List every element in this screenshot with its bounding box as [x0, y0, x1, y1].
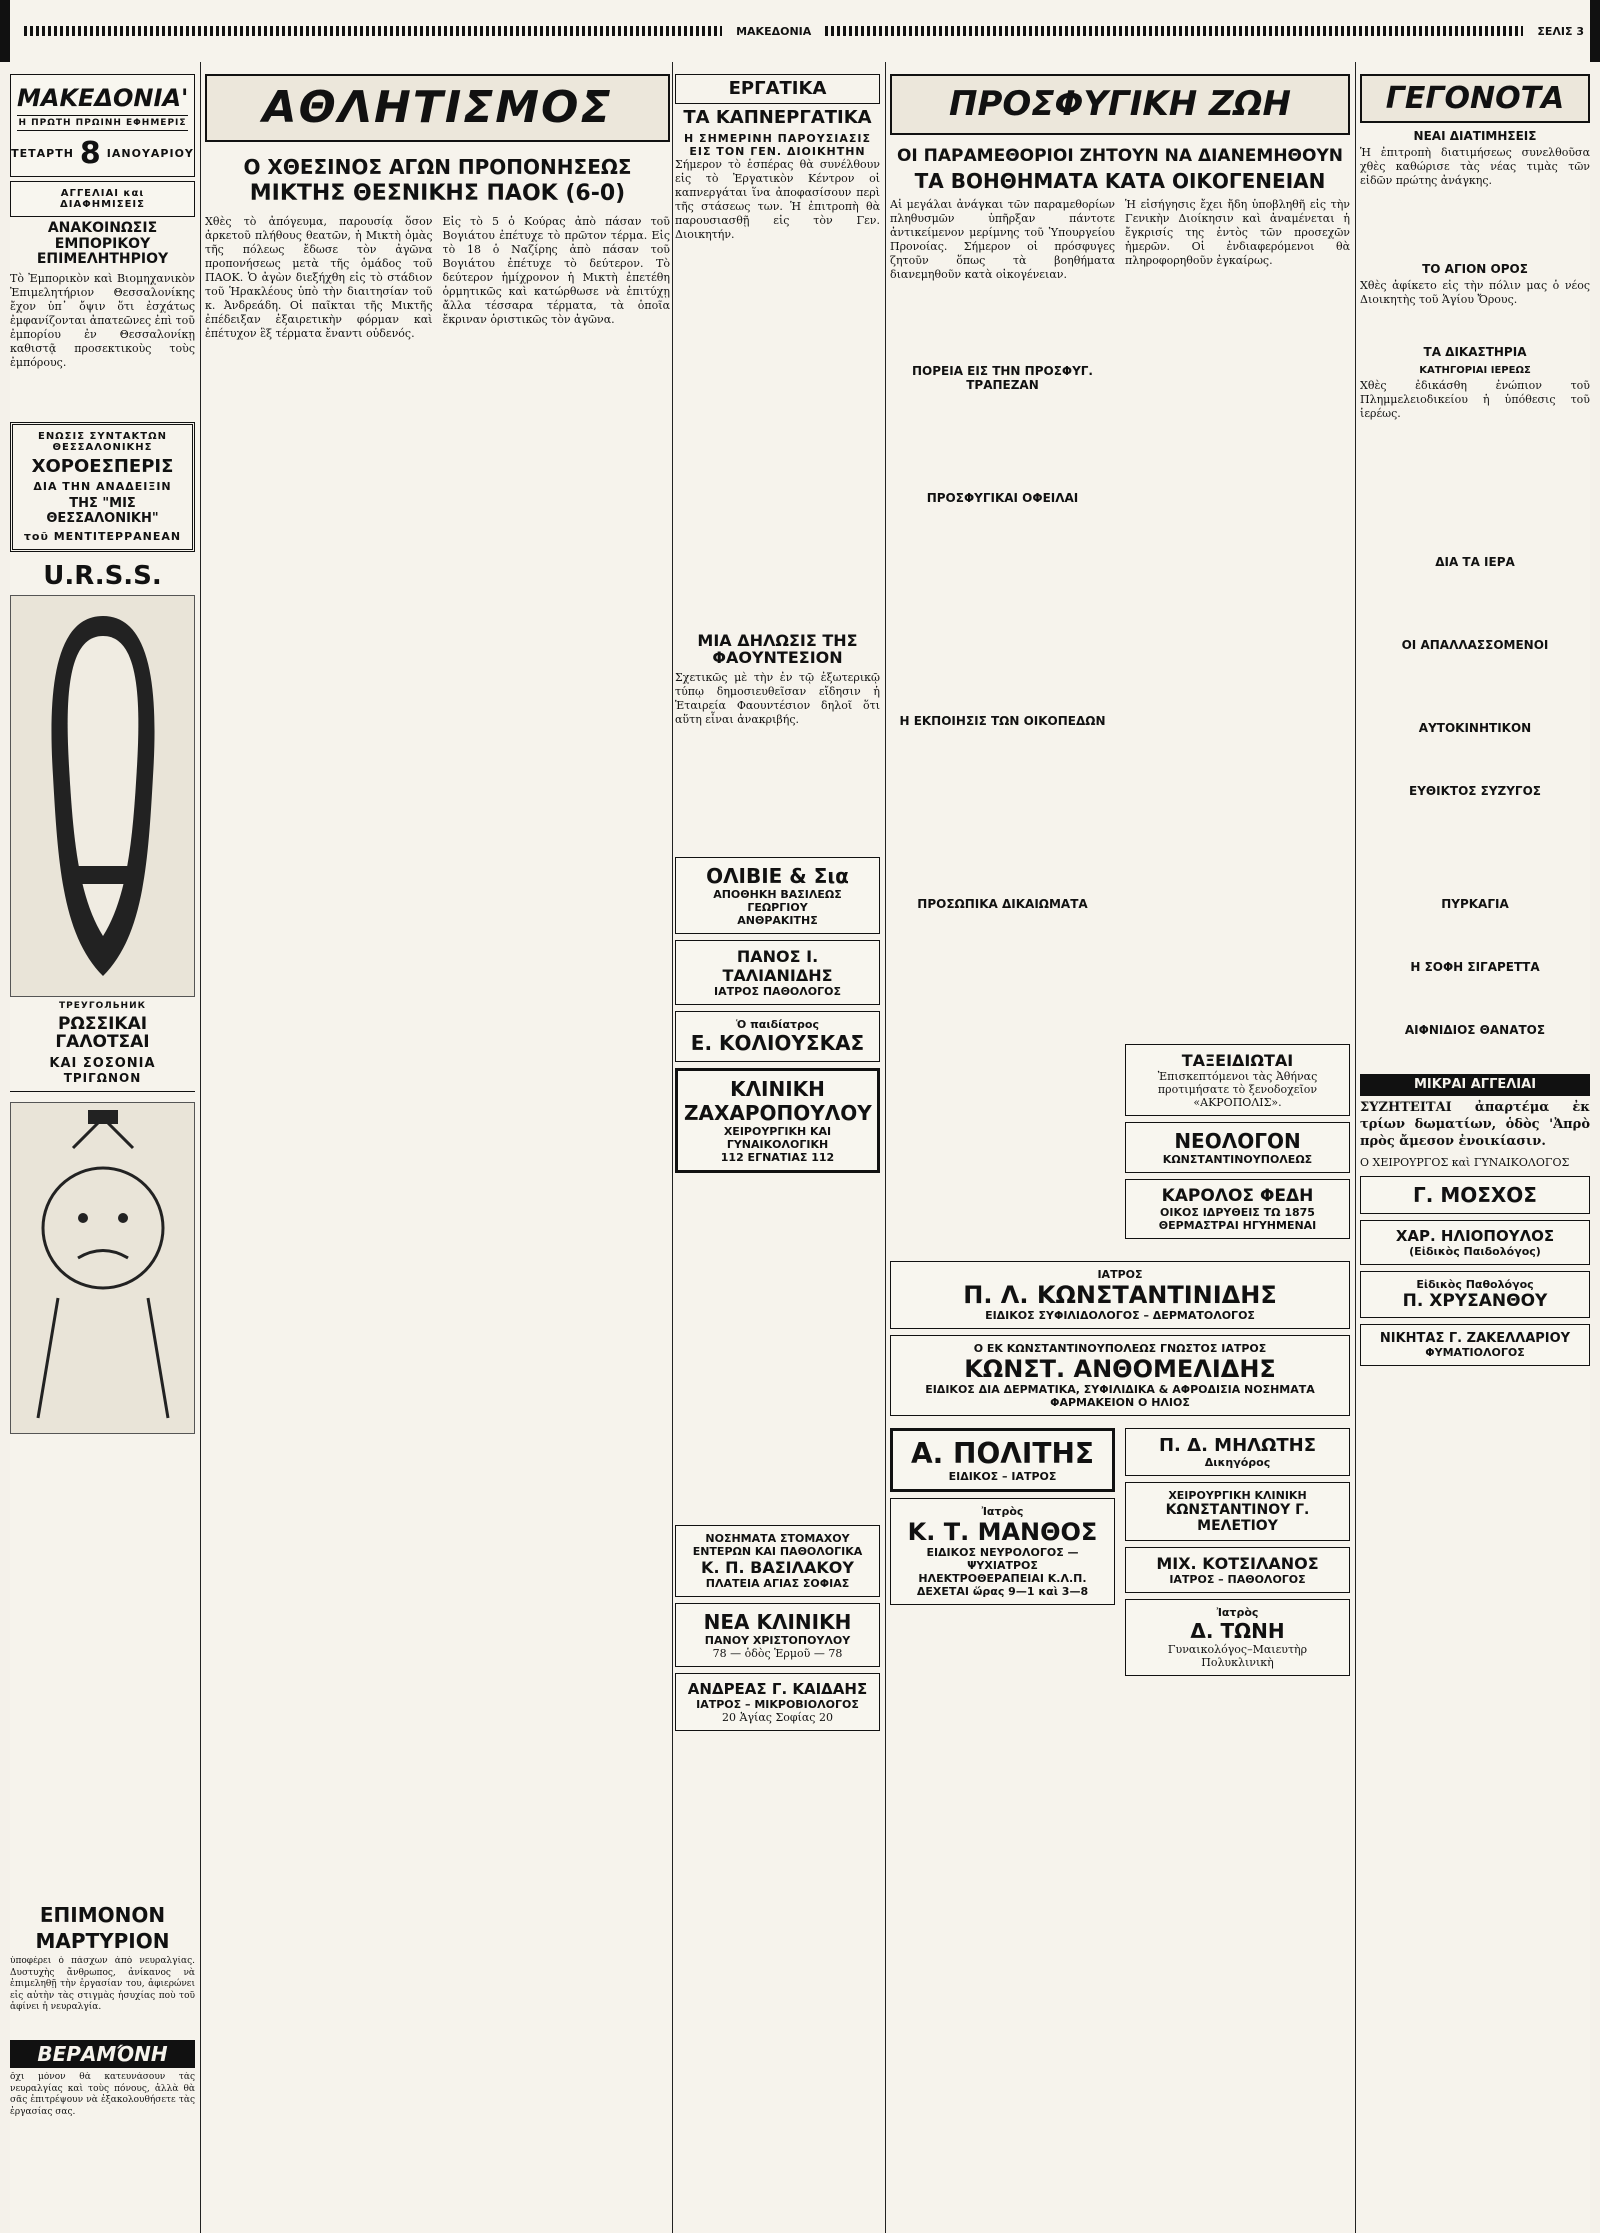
ad-meletiou: [1125, 1482, 1350, 1541]
news-item-title: ΠΥΡΚΑΓΙΑ: [1441, 897, 1509, 911]
ad-neologos: [1125, 1122, 1350, 1173]
galoshes-title: ΡΩΣΣΙΚΑΙ ΓΑΛΟΤΣΑΙ: [55, 1013, 150, 1053]
ad-vasilakou-doc: Κ. Π. ΒΑΣΙΛΑΚΟΥ: [701, 1557, 854, 1577]
ad-mlotis-sub: Δικηγόρος: [1204, 1456, 1271, 1470]
refugee-sub-4: ΠΡΟΣΩΠΙΚΑ ΔΙΚΑΙΩΜΑΤΑ: [917, 897, 1088, 912]
veramon-illustration: [10, 1102, 195, 1434]
ad-konstantinidis: [890, 1261, 1350, 1329]
news-item-title: ΤΑ ΔΙΚΑΣΤΗΡΙΑ: [1423, 345, 1527, 359]
sports-paragraph: Εἰς τὸ 5 ὁ Κούρας ἀπὸ πάσαν τοῦ Βογιάτου ἐπέτυχε τὸ πρῶτον τέρμα. Εἰς τὸ 18 ὁ Ναζίρης ἀπὸ πάσαν τοῦ Βογιάτου ἐπέτυχε τὸ δεύτερον. Τὸ δεύτερον ἡμίχρονον ἡ Μικτὴ ἐπετέθη ὁρμητικῶς καὶ κατώρθωσε νὰ ἐπιτύχῃ ἄλλα τέσσαρα τέρματα, τὰ ὁποῖα ἔκριναν ὁριστικῶς τὸν ἀγῶνα.: [442, 214, 670, 327]
ad-karolos-sub2: ΘΕΡΜΑΣΤΡΑΙ ΗΓΥΗΜΕΝΑΙ: [1158, 1219, 1317, 1233]
ad-mlotis: [1125, 1428, 1350, 1476]
newspaper-page: [10, 0, 1590, 2233]
ad-new-clinic-addr: 78 — ὁδὸς Ἑρμοῦ — 78: [712, 1646, 843, 1660]
union-ad: [10, 422, 195, 552]
ad-zacharopoulou-addr: 112 ΕΓΝΑΤΙΑΣ 112: [720, 1150, 835, 1164]
sports-section-title: ΑΘΛΗΤΙΣΜΟΣ: [205, 74, 670, 142]
ad-kotsilanos: [1125, 1547, 1350, 1593]
ad-konstantinidis-pre: ΙΑΤΡΟΣ: [1097, 1268, 1143, 1282]
labor-text: Σήμερον τὸ ἑσπέρας θὰ συνέλθουν εἰς τὸ Ἐργατικὸν Κέντρον οἱ καπνεργάται ἵνα ἀποφασίσουν περὶ τῆς στάσεως των. Ἡ ἐπιτροπὴ θὰ παρουσιασθῇ εἰς τὸν Γεν. Διοικητήν.: [675, 157, 880, 241]
news-item-text: Χθὲς ἀφίκετο εἰς τὴν πόλιν μας ὁ νέος Διοικητὴς τοῦ Ἁγίου Ὄρους.: [1360, 279, 1590, 307]
ad-olivie-name: ΟΛΙΒΙΕ & Σια: [706, 863, 849, 888]
masthead-name: ΜΑΚΕΔΟΝΙΑ': [17, 84, 189, 112]
ad-manthos: [890, 1498, 1115, 1605]
header-page-number: ΣΕΛΙΣ 3: [1537, 24, 1585, 38]
ad-anthomelidis-pharm: ΦΑΡΜΑΚΕΙΟΝ Ο ΗΛΙΟΣ: [1050, 1396, 1190, 1410]
header-paper-name: ΜΑΚΕΔΟΝΙΑ: [736, 24, 812, 38]
news-item-title: ΔΙΑ ΤΑ ΙΕΡΑ: [1435, 555, 1515, 569]
column-2: [205, 70, 670, 2220]
union-place: τοῦ ΜΕΝΤΙΤΕΡΡΑΝΕΑΝ: [23, 529, 182, 543]
refugee-sub-1: ΠΟΡΕΙΑ ΕΙΣ ΤΗΝ ΠΡΟΣΦΥΓ. ΤΡΑΠΕΖΑΝ: [912, 364, 1093, 393]
ad-kaidais-name: ΑΝΔΡΕΑΣ Γ. ΚΑΙΔΑΗΣ: [687, 1679, 868, 1698]
filler-text: [890, 914, 1115, 1184]
ad-iliopoulos-name: ΧΑΡ. ΗΛΙΟΠΟΥΛΟΣ: [1395, 1227, 1555, 1246]
ad-zakellariou: [1360, 1324, 1590, 1366]
filler-text: [1360, 914, 1590, 954]
ad-kolious-name: Ε. ΚΟΛΙΟΥΣΚΑΣ: [690, 1030, 865, 1055]
news-item-title: ΑΙΦΝΙΔΙΟΣ ΘΑΝΑΤΟΣ: [1404, 1023, 1546, 1037]
ad-kaidais: [675, 1673, 880, 1731]
column-3: [675, 70, 880, 2220]
masthead-month: ΙΑΝΟΥΑΡΙΟΥ: [106, 147, 194, 161]
announce-text: Τὸ Ἐμπορικὸν καὶ Βιομηχανικὸν Ἐπιμελητήριον Θεσσαλονίκης ἔχον ὑπ᾿ ὄψιν ὅτι ἐσχάτως ἐμφανίζονται ἀπατεῶνες ἐπὶ τοῦ ἐμπορίου ἐν Θεσσαλονίκῃ καθιστᾷ προσεκτικοὺς τοὺς ἐμπόρους.: [10, 271, 195, 370]
small-ads-header: ΜΙΚΡΑΙ ΑΓΓΕΛΙΑΙ: [1360, 1074, 1590, 1096]
veramon-brand: ΒΕΡΑΜΌΝΗ: [10, 2040, 195, 2068]
ad-manthos-hours: ΔΕΧΕΤΑΙ ὥρας 9—1 καὶ 3—8: [916, 1585, 1089, 1599]
ad-olivie-text: ΑΝΘΡΑΚΙΤΗΣ: [737, 913, 818, 927]
column-rule: [1355, 62, 1356, 2233]
refugee-col-left: [890, 198, 1115, 1245]
ad-vasilakou: [675, 1525, 880, 1597]
ad-travel-title: ΤΑΞΕΙΔΙΩΤΑΙ: [1181, 1051, 1294, 1071]
filler-text: [1360, 1040, 1590, 1070]
shoe-label: ТРЕУГОЛЬНИК: [59, 1000, 146, 1011]
veramon-ad-text: ὑποφέρει ὁ πάσχων ἀπὸ νευραλγίας. Δυστυχὴς ἄνθρωπος, ἀνίκανος νὰ ἐπιμεληθῇ τὴν ἐργασίαν του, ἀφιερώνει εἰς αὐτὴν τὰς στιγμὰς ἡσυχίας ποὺ τοῦ ἀφίνει ἡ νευραλγία.: [10, 1956, 195, 2013]
masthead-date: 8: [79, 136, 101, 172]
filler-text: [890, 731, 1115, 891]
page-header: [10, 0, 1590, 62]
header-rule-left: [24, 26, 722, 36]
shoe-icon: [33, 606, 173, 986]
ad-toni-name: Δ. ΤΩΝΗ: [1190, 1619, 1285, 1644]
ad-kolious: [675, 1011, 880, 1062]
filler-text: [1360, 801, 1590, 891]
column-rule: [672, 62, 673, 2233]
veramon-brand-text: ὄχι μόνον θὰ κατευνάσουν τὰς νευραλγίας καὶ τοὺς πόνους, ἀλλὰ θὰ σᾶς ἐπιτρέψουν νὰ ἐξακολουθήσετε τὰς ἐργασίας σας.: [10, 2072, 195, 2117]
column-1: [10, 70, 195, 2220]
news-item-text: Χθὲς ἐδικάσθη ἐνώπιον τοῦ Πλημμελειοδικείου ἡ ὑπόθεσις τοῦ ἱερέως.: [1360, 379, 1590, 421]
column-rule: [885, 62, 886, 2233]
filler-text: [890, 395, 1115, 485]
labor-subhead: Η ΣΗΜΕΡΙΝΗ ΠΑΡΟΥΣΙΑΣΙΣ ΕΙΣ ΤΟΝ ΓΕΝ. ΔΙΟΙΚΗΤΗΝ: [684, 131, 871, 158]
events-section-title: ΓΕΓΟΝΟΤΑ: [1360, 74, 1590, 123]
news-item-title: ΝΕΑΙ ΔΙΑΤΙΜΗΣΕΙΣ: [1413, 129, 1537, 143]
filler-text: [1360, 738, 1590, 778]
galoshes-sub: ΚΑΙ ΣΟΣΟΝΙΑ: [49, 1055, 156, 1071]
ad-chrysanthou-name: Π. ΧΡΥΣΑΝΘΟΥ: [1402, 1291, 1548, 1312]
labor-headline: ΤΑ ΚΑΠΝΕΡΓΑΤΙΚΑ: [683, 106, 872, 128]
ad-toni-pre: Ἰατρὸς: [1216, 1606, 1259, 1620]
union-sub3: ΤΗΣ "ΜΙΣ ΘΕΣΣΑΛΟΝΙΚΗ": [46, 496, 159, 526]
tram-text: Σχετικῶς μὲ τὴν ἐν τῷ ἐξωτερικῷ τύπῳ δημοσιευθεῖσαν εἴδησιν ἡ Ἑταιρεία Φαουντέσιον δηλοῖ ὅτι αὕτη εἶναι ἀνακριβής.: [675, 670, 880, 727]
filler-text: [1360, 572, 1590, 632]
veramon-ad-title-2: ΜΑΡΤΥΡΙΟΝ: [35, 1929, 170, 1953]
ad-talianidis-name: ΠΑΝΟΣ Ι. ΤΑΛΙΑΝΙΔΗΣ: [722, 946, 833, 985]
ads-box-title: ΑΓΓΕΛΙΑΙ και ΔΙΑΦΗΜΙΣΕΙΣ: [60, 188, 145, 211]
news-item-subtitle: ΚΑΤΗΓΟΡΙΑΙ ΙΕΡΕΩΣ: [1419, 365, 1531, 376]
filler-text: [890, 508, 1115, 708]
labor-section: ΕΡΓΑΤΙΚΑ: [675, 74, 880, 104]
ad-karolos-name: ΚΑΡΟΛΟΣ ΦΕΔΗ: [1161, 1186, 1314, 1207]
column-5: [1360, 70, 1590, 2220]
refugee-sub-3: Η ΕΚΠΟΙΗΣΙΣ ΤΩΝ ΟΙΚΟΠΕΔΩΝ: [899, 714, 1106, 729]
column-rule: [200, 62, 201, 2233]
ad-anthomelidis-name: ΚΩΝΣΤ. ΑΝΘΟΜΕΛΙΔΗΣ: [964, 1355, 1276, 1384]
header-rule-right: [825, 26, 1523, 36]
ad-anthomelidis: [890, 1335, 1350, 1416]
news-item-title: ΟΙ ΑΠΑΛΛΑΣΣΟΜΕΝΟΙ: [1401, 638, 1549, 652]
ad-olivie-sub: ΑΠΟΘΗΚΗ ΒΑΣΙΛΕΩΣ ΓΕΩΡΓΙΟΥ: [713, 887, 842, 914]
ad-chrysanthou-sub: Εἰδικὸς Παθολόγος: [1416, 1278, 1534, 1292]
filler-text: [1360, 655, 1590, 715]
ad-anthomelidis-pre: Ο ΕΚ ΚΩΝΣΤΑΝΤΙΝΟΥΠΟΛΕΩΣ ΓΝΩΣΤΟΣ ΙΑΤΡΟΣ: [973, 1342, 1267, 1356]
refugee-text-b: Ἡ εἰσήγησις ἔχει ἤδη ὑποβληθῆ εἰς τὴν Γενικὴν Διοίκησιν καὶ ἀναμένεται ἡ ἔγκρισίς της ἐντὸς τῶν προσεχῶν ἡμερῶν. Οἱ ἐνδιαφερόμενοι θὰ πληροφορηθοῦν ἐγκαίρως.: [1125, 198, 1350, 268]
column-4: [890, 70, 1350, 2220]
ad-karolos: [1125, 1179, 1350, 1239]
news-item-title: ΕΥΘΙΚΤΟΣ ΣΥΖΥΓΟΣ: [1409, 784, 1541, 798]
sports-headline-1: Ο ΧΘΕΣΙΝΟΣ ΑΓΩΝ ΠΡΟΠΟΝΗΣΕΩΣ: [243, 155, 632, 180]
ad-zacharopoulou-name: ΚΛΙΝΙΚΗ ΖΑΧΑΡΟΠΟΥΛΟΥ: [684, 1076, 872, 1125]
galoshes-illustration: [10, 595, 195, 997]
news-item-title: ΑΥΤΟΚΙΝΗΤΙΚΟΝ: [1418, 721, 1532, 735]
ad-neologos-sub: ΚΩΝΣΤΑΝΤΙΝΟΥΠΟΛΕΩΣ: [1162, 1153, 1313, 1167]
ad-kaidais-addr: 20 Ἁγίας Σοφίας 20: [722, 1710, 833, 1724]
sports-headline-2: ΜΙΚΤΗΣ ΘΕΣΝΙΚΗΣ ΠΑΟΚ (6-0): [249, 181, 626, 207]
ad-new-clinic: [675, 1603, 880, 1667]
news-item-title: Η ΣΟΦΗ ΣΙΓΑΡΕΤΤΑ: [1410, 960, 1540, 974]
ad-politis: [890, 1428, 1115, 1492]
ad-manthos-sub2: ΗΛΕΚΤΡΟΘΕΡΑΠΕΙΑΙ Κ.Λ.Π.: [918, 1572, 1087, 1586]
ad-moschos: [1360, 1176, 1590, 1214]
union-sub: ΧΟΡΟΕΣΠΕΡΙΣ: [31, 455, 174, 477]
refugee-sub-2: ΠΡΟΣΦΥΓΙΚΑΙ ΟΦΕΙΛΑΙ: [926, 491, 1079, 506]
ad-iliopoulos: [1360, 1220, 1590, 1265]
ad-kaidais-sub: ΙΑΤΡΟΣ – ΜΙΚΡΟΒΙΟΛΟΓΟΣ: [696, 1697, 859, 1711]
veramon-ad: [10, 1900, 195, 2132]
face-sketch-icon: [18, 1108, 188, 1428]
ad-toni-text: Γυναικολόγος–Μαιευτὴρ Πολυκλινικὴ: [1167, 1643, 1308, 1670]
ad-kotsilanos-sub: ΙΑΤΡΟΣ – ΠΑΘΟΛΟΓΟΣ: [1169, 1573, 1306, 1587]
ad-kolious-sub: Ὁ παιδίατρος: [735, 1017, 819, 1031]
ad-toni: [1125, 1599, 1350, 1676]
spacer: [675, 1179, 880, 1519]
ad-anthomelidis-sub: ΕΙΔΙΚΟΣ ΔΙΑ ΔΕΡΜΑΤΙΚΑ, ΣΥΦΙΛΙΔΙΚΑ & ΑΦΡΟΔΙΣΙΑ ΝΟΣΗΜΑΤΑ: [925, 1383, 1315, 1397]
news-item-title: ΤΟ ΑΓΙΟΝ ΟΡΟΣ: [1422, 262, 1528, 276]
ad-meletiou-title: ΧΕΙΡΟΥΡΓΙΚΗ ΚΛΙΝΙΚΗ: [1168, 1489, 1307, 1503]
filler-text: [1360, 977, 1590, 1017]
refugee-headline-2: ΤΑ ΒΟΗΘΗΜΑΤΑ ΚΑΤΑ ΟΙΚΟΓΕΝΕΙΑΝ: [914, 169, 1326, 194]
refugee-section-title: ΠΡΟΣΦΥΓΙΚΗ ΖΩΗ: [890, 74, 1350, 135]
ad-vasilakou-title: ΝΟΣΗΜΑΤΑ ΣΤΟΜΑΧΟΥ ΕΝΤΕΡΩΝ ΚΑΙ ΠΑΘΟΛΟΓΙΚΑ: [692, 1531, 863, 1558]
ad-talianidis-sub: ΙΑΤΡΟΣ ΠΑΘΟΛΟΓΟΣ: [713, 984, 842, 998]
announce-title: ΑΝΑΚΟΙΝΩΣΙΣ ΕΜΠΟΡΙΚΟΥ ΕΠΙΜΕΛΗΤΗΡΙΟΥ: [36, 220, 169, 268]
sports-text-left: [205, 215, 433, 2165]
tram-headline: ΜΙΑ ΔΗΛΩΣΙΣ ΤΗΣ ΦΑΟΥΝΤΕΣΙΟΝ: [697, 630, 858, 668]
ad-konstantinidis-sub: ΕΙΔΙΚΟΣ ΣΥΦΙΛΙΔΟΛΟΓΟΣ – ΔΕΡΜΑΤΟΛΟΓΟΣ: [985, 1309, 1255, 1323]
refugee-headline-1: ΟΙ ΠΑΡΑΜΕΘΟΡΙΟΙ ΖΗΤΟΥΝ ΝΑ ΔΙΑΝΕΜΗΘΟΥΝ: [896, 146, 1344, 167]
ad-zacharopoulou-sub: ΧΕΙΡΟΥΡΓΙΚΗ ΚΑΙ ΓΥΝΑΙΚΟΛΟΓΙΚΗ: [723, 1124, 832, 1151]
ad-konstantinidis-name: Π. Λ. ΚΩΝΣΤΑΝΤΙΝΙΔΗΣ: [963, 1281, 1277, 1310]
ad-olivie: [675, 857, 880, 934]
ad-manthos-name: Κ. Τ. ΜΑΝΘΟΣ: [907, 1518, 1098, 1547]
ad-chrysanthou: [1360, 1271, 1590, 1318]
ad-travel: [1125, 1044, 1350, 1116]
ad-zakellariou-name: ΝΙΚΗΤΑΣ Γ. ΖΑΚΕΛΛΑΡΙΟΥ: [1379, 1331, 1571, 1347]
union-title: ΕΝΩΣΙΣ ΣΥΝΤΑΚΤΩΝ ΘΕΣΣΑΛΟΝΙΚΗΣ: [37, 430, 167, 453]
refugee-text-a: Αἱ μεγάλαι ἀνάγκαι τῶν παραμεθορίων πληθυσμῶν ὑπῆρξαν πάντοτε ἀντικείμενον μερίμνης τοῦ Ὑπουργείου Προνοίας. Σήμερον οἱ πρόσφυγες ζητοῦν ὅπως τὰ βοηθήματα διανεμηθοῦν κατὰ οἰκογένειαν.: [890, 198, 1115, 282]
masthead-tagline: Η ΠΡΩΤΗ ΠΡΩΙΝΗ ΕΦΗΜΕΡΙΣ: [17, 115, 188, 131]
ad-zacharopoulou: [675, 1068, 880, 1173]
ad-travel-text: Ἐπισκεπτόμενοι τὰς Ἀθήνας προτιμήσατε τὸ ξενοδοχεῖον «ΑΚΡΟΠΟΛΙΣ».: [1157, 1070, 1318, 1110]
news-item-text: Ἡ ἐπιτροπὴ διατιμήσεως συνελθοῦσα χθὲς καθώρισε τὰς νέας τιμὰς τῶν εἰδῶν πρώτης ἀνάγκης.: [1360, 146, 1590, 188]
masthead: [10, 74, 195, 177]
divider: [10, 1091, 195, 1093]
sports-text-right: [443, 215, 671, 2165]
ad-meletiou-doc: ΚΩΝΣΤΑΝΤΙΝΟΥ Γ. ΜΕΛΕΤΙΟΥ: [1165, 1502, 1310, 1535]
union-sub2: ΔΙΑ ΤΗΝ ΑΝΑΔΕΙΞΙΝ: [33, 480, 172, 494]
ad-manthos-pre: Ἰατρὸς: [981, 1505, 1024, 1519]
ad-new-clinic-doc: ΠΑΝΟΥ ΧΡΙΣΤΟΠΟΥΛΟΥ: [704, 1633, 851, 1647]
ad-manthos-sub: ΕΙΔΙΚΟΣ ΝΕΥΡΟΛΟΓΟΣ — ΨΥΧΙΑΤΡΟΣ: [926, 1546, 1079, 1573]
ads-box: [10, 181, 195, 217]
ad-mlotis-name: Π. Δ. ΜΗΛΩΤΗΣ: [1158, 1435, 1317, 1457]
ad-moschos-name: Γ. ΜΟΣΧΟΣ: [1413, 1183, 1537, 1208]
ad-zakellariou-sub: ΦΥΜΑΤΙΟΛΟΓΟΣ: [1425, 1346, 1525, 1360]
ad-politis-sub: ΕΙΔΙΚΟΣ – ΙΑΤΡΟΣ: [948, 1470, 1057, 1484]
ad-neologos-title: ΝΕΟΛΟΓΟΝ: [1174, 1129, 1301, 1154]
ad-politis-name: Α. ΠΟΛΙΤΗΣ: [910, 1437, 1095, 1471]
ad-iliopoulos-sub: (Εἰδικὸς Παιδολόγος): [1409, 1245, 1541, 1259]
ad-new-clinic-name: ΝΕΑ ΚΛΙΝΙΚΗ: [703, 1609, 852, 1634]
refugee-col-right: [1125, 198, 1350, 1245]
galoshes-sub2: ΤΡΙΓΩΝΟΝ: [63, 1070, 142, 1085]
ad-talianidis: [675, 940, 880, 1005]
veramon-ad-title-1: ΕΠΙΜΟΝΟΝ: [39, 1903, 166, 1927]
ad-vasilakou-addr: ΠΛΑΤΕΙΑ ΑΓΙΑΣ ΣΟΦΙΑΣ: [705, 1576, 850, 1590]
urss-title: U.R.S.S.: [43, 560, 162, 591]
ad-kotsilanos-name: ΜΙΧ. ΚΟΤΣΙΛΑΝΟΣ: [1156, 1554, 1319, 1574]
sports-paragraph: Χθὲς τὸ ἀπόγευμα, παρουσίᾳ ὅσον ἀρκετοῦ πλήθους θεατῶν, ἡ Μικτὴ ὁμὰς τῆς πόλεως ἔδωσε τὸν ἀγῶνα προπονήσεως μετὰ τῆς ὁμάδος τοῦ ΠΑΟΚ. Ὁ ἀγὼν διεξήχθη εἰς τὸ στάδιον τοῦ Ἡρακλέους ὑπὸ τὴν διαιτησίαν τοῦ κ. Ἀνδρεάδη. Οἱ παῖκται τῆς Μικτῆς ἐπέδειξαν ἐξαιρετικὴν φόρμαν καὶ ἐπέτυχον ἓξ τέρματα ἔναντι οὐδενός.: [205, 214, 433, 341]
small-ads-text: ΣΥΖΗΤΕΙΤΑΙ ἀπαρτέμα ἐκ τρίων δωματίων, ὁδὸς 'Ἀπρὸ πρὸς ἄμεσον ἐνοικίασιν.: [1360, 1100, 1590, 1149]
ad-karolos-sub: ΟΙΚΟΣ ΙΔΡΥΘΕΙΣ ΤΩ 1875: [1160, 1206, 1315, 1220]
masthead-day: ΤΕΤΑΡΤΗ: [11, 147, 74, 161]
small-ads-text-2: Ο ΧΕΙΡΟΥΡΓΟΣ καὶ ΓΥΝΑΙΚΟΛΟΓΟΣ: [1360, 1156, 1570, 1170]
